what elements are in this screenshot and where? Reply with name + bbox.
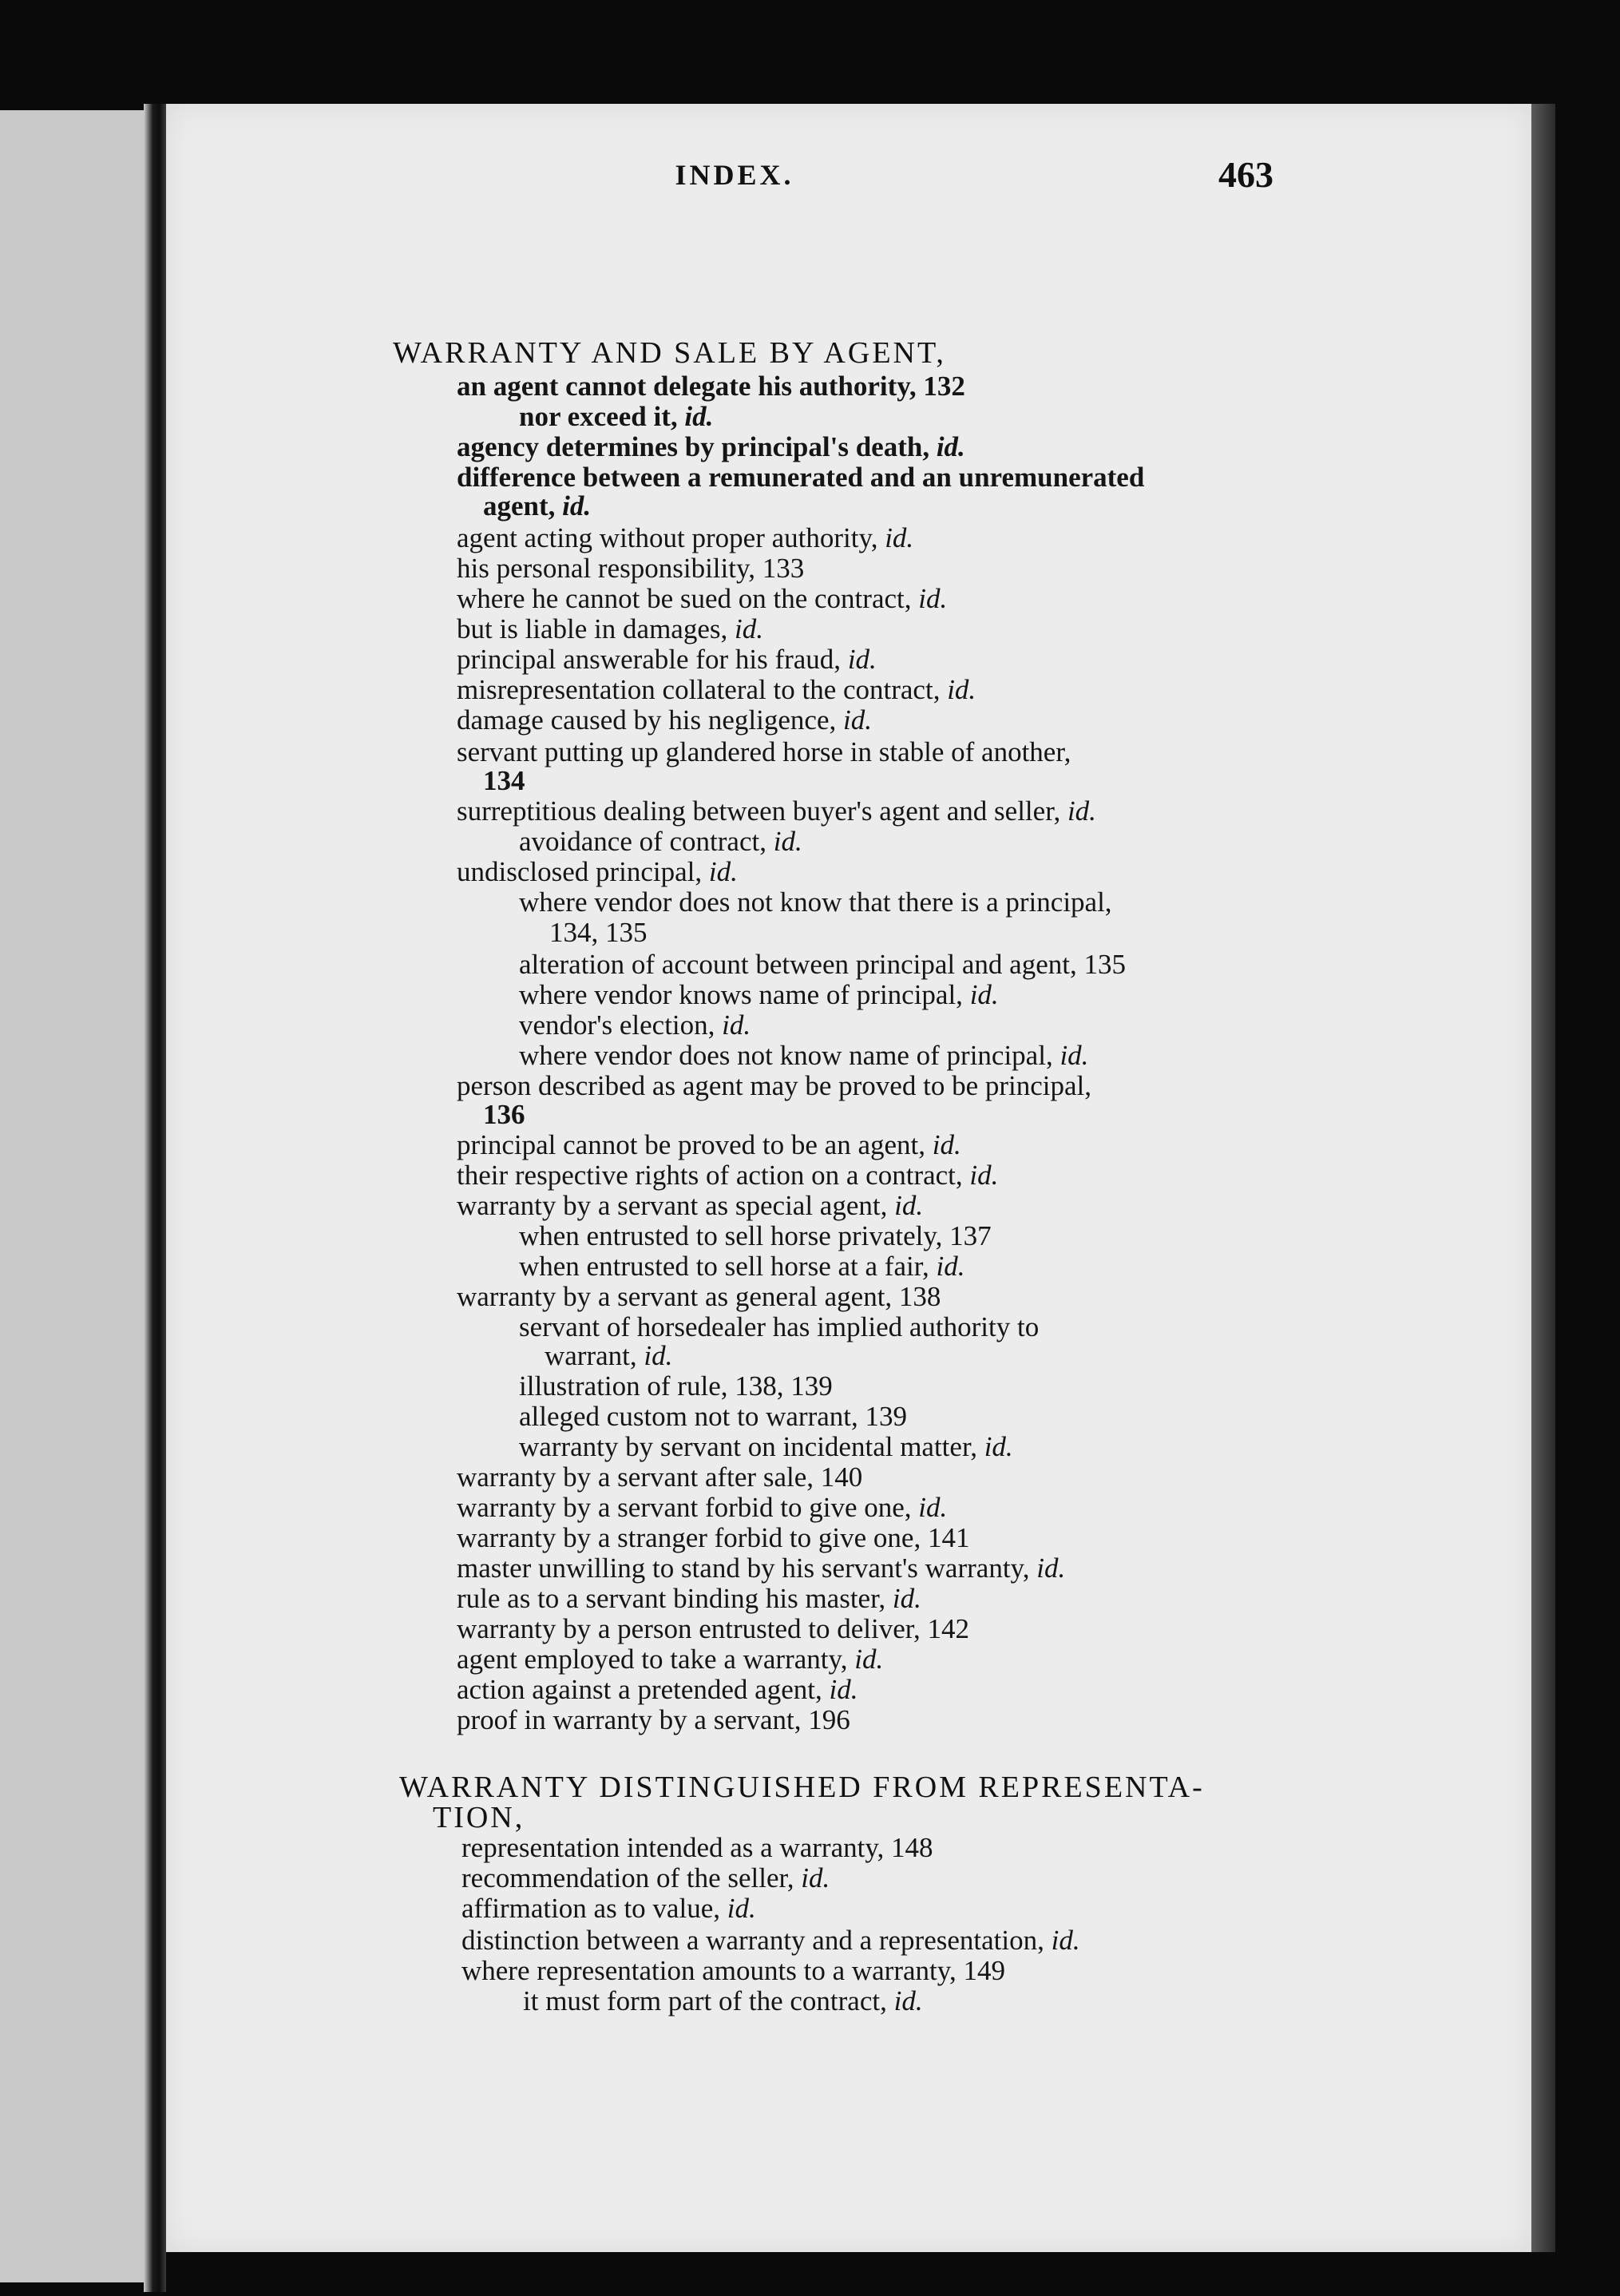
- index-entry: illustration of rule, 138, 139: [519, 1370, 833, 1402]
- index-entry: agent, id.: [483, 490, 592, 521]
- index-entry: proof in warranty by a servant, 196: [457, 1704, 850, 1735]
- index-entry: principal answerable for his fraud, id.: [457, 644, 877, 675]
- index-entry: agency determines by principal's death, id.: [457, 431, 965, 462]
- index-entry: where he cannot be sued on the contract, id.: [457, 583, 948, 614]
- index-entry: avoidance of contract, id.: [519, 826, 802, 857]
- index-entry: warranty by a person entrusted to deliver, 142: [457, 1613, 970, 1644]
- index-entry: nor exceed it, id.: [519, 401, 714, 432]
- section-heading: WARRANTY DISTINGUISHED FROM REPRESENTA-: [399, 1771, 1205, 1804]
- index-entry: master unwilling to stand by his servant's warranty, id.: [457, 1552, 1066, 1584]
- page-right-edge: [1531, 104, 1555, 2252]
- left-page-edge: [0, 110, 144, 2282]
- index-entry: 134, 135: [549, 917, 648, 948]
- index-entry: difference between a remunerated and an unremunerated: [457, 462, 1145, 493]
- running-header: INDEX.: [675, 159, 794, 191]
- index-entry: undisclosed principal, id.: [457, 856, 738, 887]
- index-entry: vendor's election, id.: [519, 1009, 751, 1041]
- index-entry: where vendor does not know name of principal, id.: [519, 1040, 1089, 1071]
- section-heading-continued: TION,: [433, 1801, 525, 1834]
- index-entry: warranty by a servant forbid to give one, id.: [457, 1492, 948, 1523]
- index-entry: action against a pretended agent, id.: [457, 1674, 858, 1705]
- index-entry: his personal responsibility, 133: [457, 553, 805, 584]
- index-entry: their respective rights of action on a contract, id.: [457, 1160, 999, 1191]
- index-entry: an agent cannot delegate his authority, 132: [457, 371, 965, 402]
- index-entry: agent acting without proper authority, id.: [457, 522, 914, 553]
- index-entry: person described as agent may be proved to be principal,: [457, 1070, 1092, 1101]
- index-entry: alteration of account between principal and agent, 135: [519, 949, 1126, 980]
- index-entry: warranty by a servant after sale, 140: [457, 1461, 863, 1493]
- index-entry: damage caused by his negligence, id.: [457, 704, 872, 736]
- index-entry: warrant, id.: [545, 1340, 673, 1371]
- index-entry: misrepresentation collateral to the contract, id.: [457, 674, 976, 705]
- index-entry: when entrusted to sell horse privately, 137: [519, 1220, 992, 1251]
- index-entry: distinction between a warranty and a representation, id.: [461, 1925, 1080, 1956]
- index-entry: warranty by servant on incidental matter, id.: [519, 1431, 1013, 1462]
- index-entry: 134: [483, 765, 525, 796]
- index-entry: servant putting up glandered horse in stable of another,: [457, 736, 1071, 767]
- index-entry: representation intended as a warranty, 148: [461, 1832, 933, 1863]
- index-entry: warranty by a servant as special agent, id.: [457, 1190, 924, 1221]
- index-entry: alleged custom not to warrant, 139: [519, 1401, 907, 1432]
- index-entry: when entrusted to sell horse at a fair, id.: [519, 1251, 965, 1282]
- index-entry: affirmation as to value, id.: [461, 1893, 756, 1924]
- index-entry: agent employed to take a warranty, id.: [457, 1644, 884, 1675]
- index-entry: 136: [483, 1099, 525, 1130]
- index-entry: recommendation of the seller, id.: [461, 1862, 830, 1894]
- section-heading: WARRANTY AND SALE BY AGENT,: [393, 336, 946, 370]
- index-entry: warranty by a stranger forbid to give one, 141: [457, 1522, 970, 1553]
- index-entry: where representation amounts to a warranty, 149: [461, 1955, 1005, 1986]
- index-entry: principal cannot be proved to be an agent, id.: [457, 1129, 961, 1160]
- index-entry: surreptitious dealing between buyer's agent and seller, id.: [457, 795, 1096, 827]
- index-entry: where vendor knows name of principal, id.: [519, 979, 999, 1010]
- book-gutter: [144, 104, 166, 2292]
- page-number: 463: [1218, 154, 1273, 195]
- index-entry: but is liable in damages, id.: [457, 613, 763, 644]
- index-entry: rule as to a servant binding his master, id.: [457, 1583, 921, 1614]
- index-entry: it must form part of the contract, id.: [523, 1985, 923, 2016]
- index-entry: warranty by a servant as general agent, 138: [457, 1281, 941, 1312]
- index-entry: servant of horsedealer has implied authority to: [519, 1311, 1040, 1342]
- index-entry: where vendor does not know that there is a principal,: [519, 886, 1112, 918]
